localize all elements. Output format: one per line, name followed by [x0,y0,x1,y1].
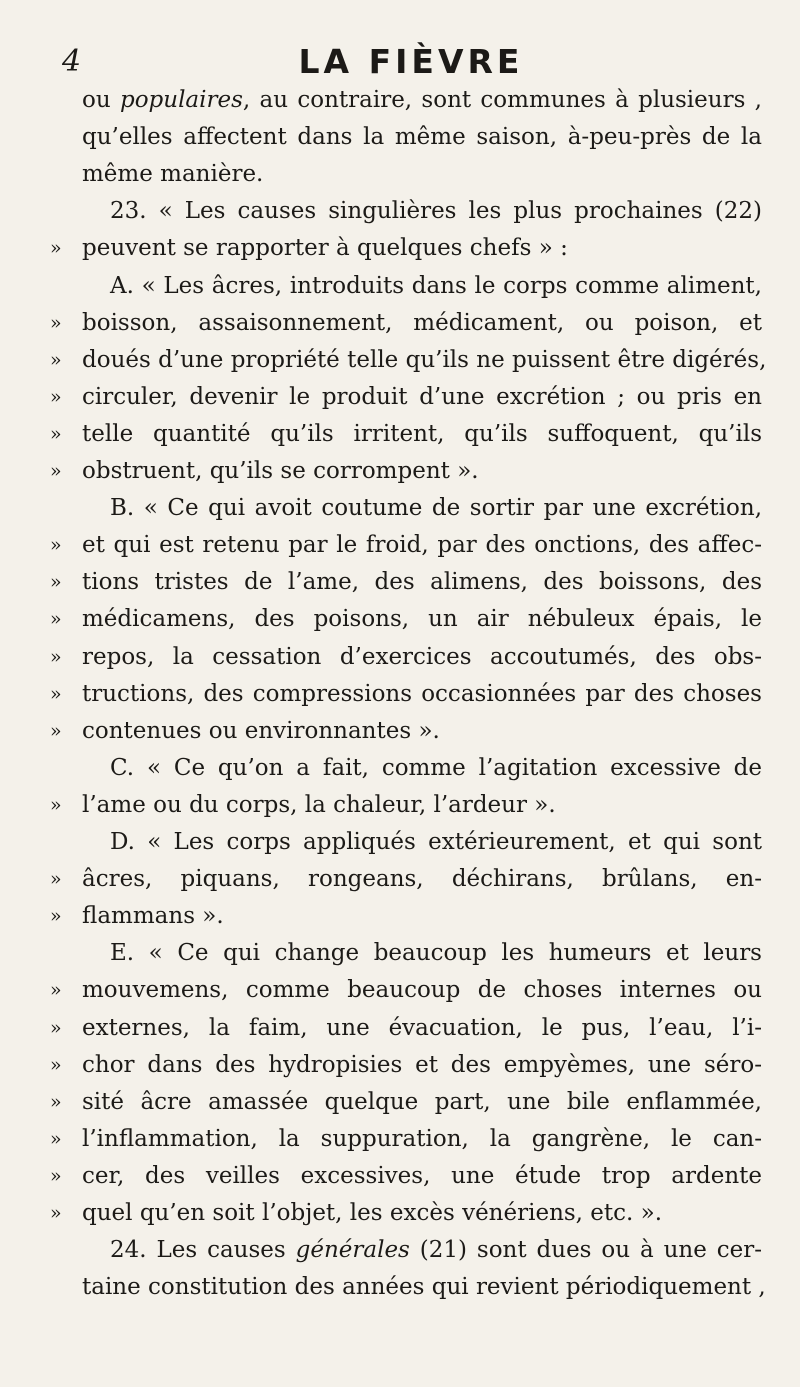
text-line-content [110,826,762,859]
text-run: circuler, devenir le produit d’une excrétion ; ou pris en [82,384,762,410]
text-run: D. « Les corps appliqués extérieurement, et qui sont [110,829,762,855]
text-line-content [82,529,762,562]
text-line [110,826,762,859]
text-line-content [110,270,762,303]
text-line-content [82,418,762,451]
text-line [82,418,762,451]
text-line-content [82,455,762,488]
text-run: externes, la faim, une évacuation, le pus, l’eau, l’i- [82,1015,762,1041]
text-run: ou [82,87,120,113]
text-run: cer, des veilles excessives, une étude trop ardente [82,1163,762,1189]
quote-mark: » [50,905,62,927]
text-line [82,1197,762,1230]
quote-mark: » [50,237,62,259]
text-line [82,1271,766,1304]
text-line-content [82,863,762,896]
text-line [82,158,762,191]
text-run: 24. Les causes [110,1237,296,1263]
text-run: sité âcre amassée quelque part, une bile enflammée, [82,1089,762,1115]
text-run: (21) sont dues ou à une cer- [409,1237,762,1263]
text-run: mouvemens, comme beaucoup de choses internes ou [82,977,762,1003]
text-line [110,752,762,785]
text-run: médicamens, des poisons, un air nébuleux épais, le [82,606,762,632]
quote-mark: » [50,1054,62,1076]
text-line [82,900,762,933]
text-line-content [82,84,762,117]
text-line-content [82,344,767,377]
text-line-content [82,381,762,414]
text-run: même manière. [82,161,264,187]
text-line-content [110,492,762,525]
quote-mark: » [50,386,62,408]
text-run: tions tristes de l’ame, des alimens, des boissons, des [82,569,762,595]
text-line [82,1123,762,1156]
text-run: qu’elles affectent dans la même saison, à-peu-près de la [82,124,762,150]
text-line-content [82,1049,762,1082]
text-line-content [82,603,762,636]
text-run: et qui est retenu par le froid, par des onctions, des affec- [82,532,762,558]
quote-mark: » [50,1202,62,1224]
text-run: B. « Ce qui avoit coutume de sortir par une excrétion, [110,495,762,521]
quote-mark: » [50,1091,62,1113]
text-line-content [82,1271,766,1304]
text-line-content [82,1197,762,1230]
text-line-content [82,1086,762,1119]
text-line-content [82,566,762,599]
text-line-content [82,789,762,822]
text-line-content [82,1160,762,1193]
text-run: flammans ». [82,903,224,929]
text-line [82,344,767,377]
text-line [110,937,762,970]
quote-mark: » [50,683,62,705]
text-line [110,195,762,228]
italic-term: populaires [119,87,243,113]
text-line [110,492,762,525]
text-line [110,1234,762,1267]
quote-mark: » [50,979,62,1001]
text-line [82,307,762,340]
quote-mark: » [50,571,62,593]
text-line-content [82,715,762,748]
text-run: boisson, assaisonnement, médicament, ou poison, et [82,310,762,336]
text-line [82,1012,762,1045]
text-line-content [82,232,762,265]
text-line [82,455,762,488]
text-run: doués d’une propriété telle qu’ils ne puissent être digérés, [82,347,767,373]
text-line [82,641,762,674]
text-line-content [110,752,762,785]
quote-mark: » [50,1017,62,1039]
quote-mark: » [50,794,62,816]
text-line-content [82,1012,762,1045]
quote-mark: » [50,720,62,742]
text-run: , au contraire, sont communes à plusieurs , [242,87,762,113]
quote-mark: » [50,349,62,371]
text-line [110,270,762,303]
text-line [82,715,762,748]
quote-mark: » [50,460,62,482]
italic-term: générales [295,1237,410,1263]
quote-mark: » [50,608,62,630]
text-line [82,381,762,414]
quote-mark: » [50,1128,62,1150]
quote-mark: » [50,868,62,890]
text-line-content [82,900,762,933]
text-line [82,1049,762,1082]
page-header [62,40,760,84]
text-line-content [82,158,762,191]
text-run: C. « Ce qu’on a fait, comme l’agitation excessive de [110,755,762,781]
quote-mark: » [50,1165,62,1187]
text-line [82,529,762,562]
text-run: l’inflammation, la suppuration, la gangrène, le can- [82,1126,762,1152]
text-line-content [82,1123,762,1156]
text-run: âcres, piquans, rongeans, déchirans, brûlans, en- [82,866,762,892]
text-line [82,1086,762,1119]
text-run: 23. « Les causes singulières les plus prochaines (22) [110,198,762,224]
text-line [82,789,762,822]
text-run: contenues ou environnantes ». [82,718,440,744]
quote-mark: » [50,534,62,556]
text-run: l’ame ou du corps, la chaleur, l’ardeur ». [82,792,556,818]
text-run: tructions, des compressions occasionnées par des choses [82,681,762,707]
text-run: peuvent se rapporter à quelques chefs » : [82,235,568,261]
text-run: telle quantité qu’ils irritent, qu’ils suffoquent, qu’ils [82,421,762,447]
text-run: A. « Les âcres, introduits dans le corps comme aliment, [110,273,762,299]
quote-mark: » [50,312,62,334]
text-line [82,603,762,636]
text-run: E. « Ce qui change beaucoup les humeurs et leurs [110,940,762,966]
text-line [82,974,762,1007]
quote-mark: » [50,646,62,668]
text-line [82,121,762,154]
text-line-content [82,641,762,674]
text-run: chor dans des hydropisies et des empyèmes, une séro- [82,1052,762,1078]
text-line [82,566,762,599]
text-run: repos, la cessation d’exercices accoutumés, des obs- [82,644,762,670]
text-run: quel qu’en soit l’objet, les excès vénériens, etc. ». [82,1200,663,1226]
text-line [82,863,762,896]
text-run: taine constitution des années qui revient périodiquement , [82,1274,766,1300]
text-line-content [110,195,762,228]
text-run: obstruent, qu’ils se corrompent ». [82,458,479,484]
text-line-content [110,1234,762,1267]
text-line-content [82,307,762,340]
running-title: LA FIÈVRE [298,42,524,81]
text-line [82,84,762,117]
text-line-content [82,678,762,711]
page-number: 4 [62,44,82,79]
text-line [82,1160,762,1193]
text-line-content [82,974,762,1007]
text-line-content [82,121,762,154]
quote-mark: » [50,423,62,445]
text-line [82,678,762,711]
text-line [82,232,762,265]
text-line-content [110,937,762,970]
